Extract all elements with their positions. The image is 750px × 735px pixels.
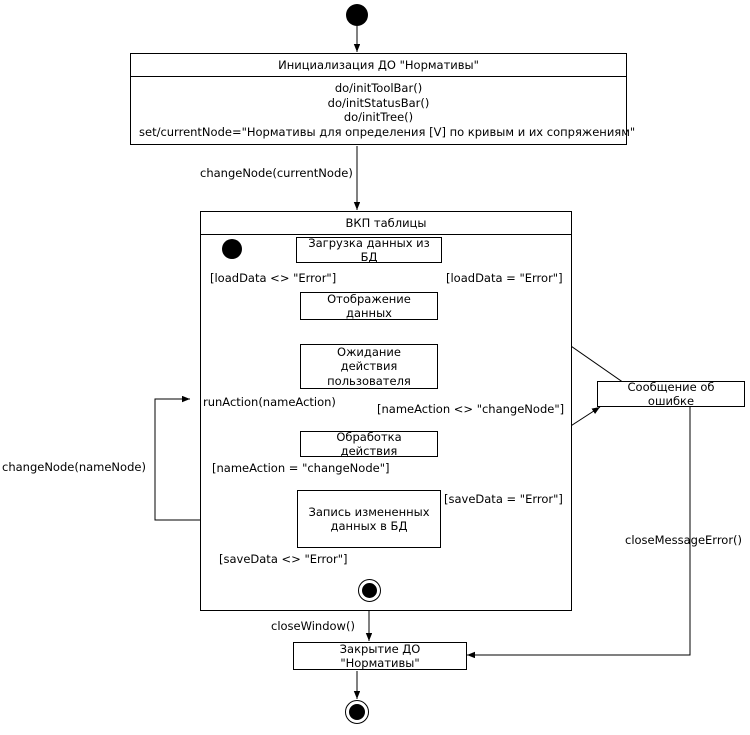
state-error-message[interactable]	[597, 381, 745, 407]
transition-label-change-node-current: changeNode(currentNode)	[200, 166, 353, 180]
state-error-message-label: Сообщение об ошибке	[627, 379, 715, 408]
state-closing-label: Закрытие ДО "Нормативы"	[339, 641, 421, 670]
transition-label-name-action-change: [nameAction = "changeNode"]	[212, 461, 390, 475]
state-save-data[interactable]	[297, 490, 441, 548]
action-line: do/initTree()	[343, 110, 414, 125]
initial-node-top	[346, 4, 368, 26]
final-node-bottom	[345, 700, 369, 724]
composite-state-table-view-title: ВКП таблицы	[201, 212, 571, 235]
state-load-data[interactable]	[296, 237, 442, 263]
state-initialization-actions	[131, 77, 636, 145]
action-line: do/initStatusBar()	[327, 95, 430, 110]
state-process-action[interactable]	[300, 431, 438, 457]
transition-label-close-message-error: closeMessageError()	[625, 533, 743, 547]
transition-label-load-error: [loadData = "Error"]	[446, 271, 563, 285]
transition-label-load-ok: [loadData <> "Error"]	[210, 271, 337, 285]
state-wait-user-action-label: Ожидание действия пользователя	[327, 344, 411, 388]
state-process-action-label: Обработка действия	[336, 429, 402, 458]
final-node-inner-core	[362, 583, 377, 598]
state-wait-user-action[interactable]	[300, 344, 438, 389]
state-show-data-label: Отображение данных	[327, 291, 411, 320]
state-initialization[interactable]	[130, 53, 636, 145]
initial-node-inner	[222, 239, 242, 259]
transition-label-name-action-other: [nameAction <> "changeNode"]	[377, 402, 565, 416]
state-closing[interactable]	[293, 642, 467, 670]
final-node-bottom-core	[349, 704, 365, 720]
final-node-inner	[358, 579, 381, 602]
state-show-data[interactable]	[300, 292, 438, 320]
action-line: do/initToolBar()	[334, 81, 423, 96]
transition-label-save-error: [saveData = "Error"]	[444, 492, 563, 506]
action-line: set/currentNode="Нормативы для определения [V] по кривым и их сопряжениям"	[139, 124, 636, 139]
state-initialization-title: Инициализация ДО "Нормативы"	[131, 54, 626, 77]
transition-label-run-action: runAction(nameAction)	[203, 395, 336, 409]
transition-label-change-node-name: changeNode(nameNode)	[2, 460, 146, 474]
state-load-data-label: Загрузка данных из БД	[308, 235, 430, 264]
state-save-data-label: Запись измененных данных в БД	[308, 504, 430, 533]
transition-label-close-window: closeWindow()	[271, 619, 355, 633]
transition-label-save-ok: [saveData <> "Error"]	[219, 552, 348, 566]
